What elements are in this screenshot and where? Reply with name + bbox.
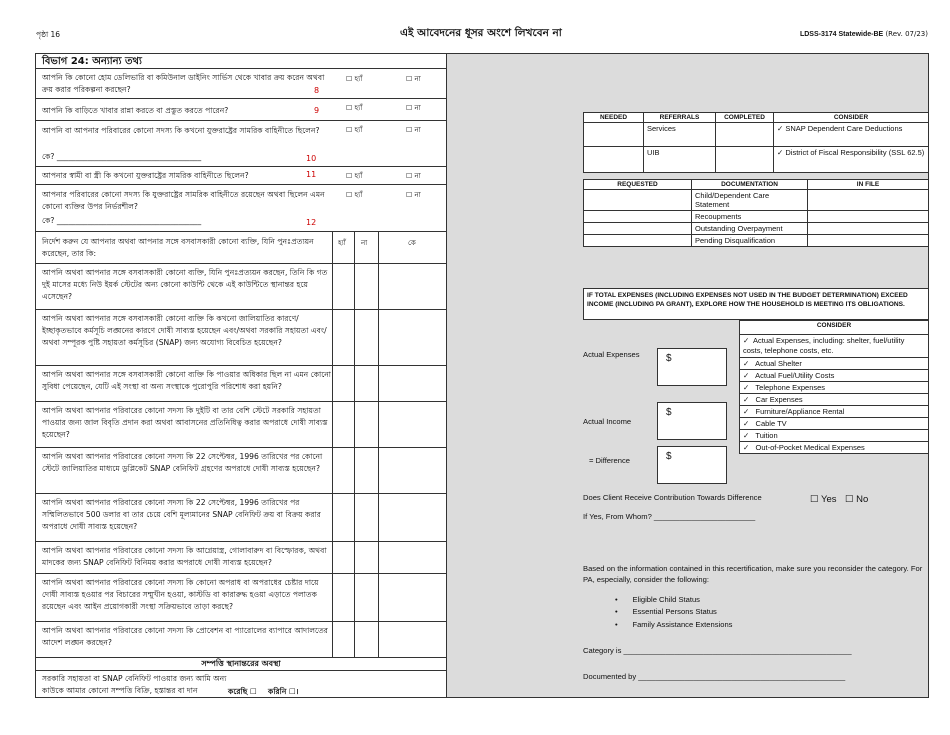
doc-cell: Recoupments	[692, 211, 808, 223]
contribution-question: Does Client Receive Contribution Towards Difference	[583, 493, 762, 502]
question-row	[36, 69, 446, 99]
transfer-title: সম্পত্তি স্থানান্তরের অবস্থা	[201, 659, 281, 668]
expenses-notice: IF TOTAL EXPENSES (INCLUDING EXPENSES NOT USED IN THE BUDGET DETERMINATION) EXCEED INCOME (INCLUDING PA GRANT), EXPLORE HOW THE HOUSEHOLD IS MEETING ITS OBLIGATIONS.	[583, 288, 929, 320]
actual-income-field[interactable]: $	[657, 402, 727, 440]
section-24-panel	[35, 53, 447, 698]
difference-field[interactable]: $	[657, 446, 727, 484]
no-checkbox[interactable]: ☐ না	[406, 172, 421, 180]
referral-cell: UIB	[644, 147, 716, 173]
table-row	[584, 147, 929, 173]
consider-item[interactable]: ✓ Car Expenses	[740, 394, 929, 406]
question-number: 8	[314, 86, 320, 95]
actual-expenses-label: Actual Expenses	[583, 350, 640, 359]
referrals-header: REFERRALS	[644, 113, 716, 123]
consider-item[interactable]: ✓ Cable TV	[740, 418, 929, 430]
form-id	[800, 30, 928, 38]
gray-area-panel	[447, 53, 929, 698]
completed-header: COMPLETED	[716, 113, 774, 123]
table-row	[584, 123, 929, 147]
consider-item[interactable]: ✓ Telephone Expenses	[740, 382, 929, 394]
consider-item[interactable]: ✓ Out-of-Pocket Medical Expenses	[740, 442, 929, 454]
from-whom-field[interactable]: If Yes, From Whom? ________________________	[583, 512, 756, 521]
question-text: আপনি অথবা আপনার সঙ্গে বসবাসকারী কোনো ব্যক্তি, যিনি পুনঃপ্রত্যয়ন করছেন, তিনি কি গত দুই মাসের মধ্যে নিউ ইয়র্ক স্টেটের অন্য কোনো কাউন্টি থেকে এই কাউন্টিতে স্থানান্তর হয়ে এসেছেন?	[42, 268, 328, 301]
question-row	[36, 185, 446, 232]
question-row	[36, 574, 446, 622]
no-checkbox[interactable]: ☐ না	[406, 191, 421, 199]
yes-checkbox[interactable]: ☐ হ্যাঁ	[346, 172, 363, 180]
question-row	[36, 310, 446, 366]
question-text: আপনি অথবা আপনার সঙ্গে বসবাসকারী কোনো ব্যক্তি কি পাওয়ার অধিকার ছিল না এমন কোনো সুবিধা পেয়েছেন, যেটি এই সংস্থা বা অন্য সংস্থাকে পুরোপুরি পরিশোধ করা হয়নি?	[42, 370, 332, 391]
no-column-label: না	[361, 239, 368, 247]
recert-bullet: • Family Assistance Extensions	[615, 620, 733, 629]
consider-item[interactable]: ✓ Tuition	[740, 430, 929, 442]
requested-header: REQUESTED	[584, 180, 692, 190]
actual-income-label: Actual Income	[583, 417, 632, 426]
yes-checkbox[interactable]: ☐ হ্যাঁ	[346, 75, 363, 83]
table-row	[584, 235, 929, 247]
question-text: আপনি বা আপনার পরিবারের কোনো সদস্য কি কখনো যুক্তরাষ্ট্রের সামরিক বাহিনীতে ছিলেন?	[42, 126, 320, 135]
question-number: 10	[306, 154, 317, 163]
question-row	[36, 366, 446, 402]
question-text: আপনার স্বামী বা স্ত্রী কি কখনো যুক্তরাষ্ট্রের সামরিক বাহিনীতে ছিলেন?	[42, 171, 249, 180]
question-row	[36, 402, 446, 448]
question-row	[36, 448, 446, 494]
question-text: আপনি অথবা আপনার সঙ্গে বসবাসকারী কোনো ব্যক্তি কি কখনো জালিয়াতির কারণে/ইচ্ছাকৃতভাবে কর্মসূচি লঙ্ঘনের কারণে দোষী সাব্যস্ত হয়েছেন এবং/অথবা সরকারি সহায়তা এবং/অথবা সম্পূরক পুষ্টি সহায়তা কর্মসূচির (SNAP) জন্য অযোগ্য বিবেচিত হয়েছেন?	[42, 314, 327, 347]
who-column-label: কে	[408, 239, 416, 247]
table-row	[584, 211, 929, 223]
needed-header: NEEDED	[584, 113, 644, 123]
who-field[interactable]: কে? ______________________________________	[42, 216, 202, 225]
yes-checkbox[interactable]: ☐ হ্যাঁ	[346, 191, 363, 199]
consider-header: CONSIDER	[774, 113, 929, 123]
page-number: পৃষ্ঠা 16	[36, 30, 61, 39]
question-text: আপনি অথবা আপনার পরিবারের কোনো সদস্য কি 22 সেপ্টেম্বর, 1996 তারিখের পর সম্মিলিতভাবে 500 ডলার বা তার চেয়ে বেশি মূল্যমানের SNAP বেনিফিট ক্রয় বা বিক্রয় করার অপরাধে দোষী সাব্যস্ত হয়েছেন?	[42, 498, 321, 531]
consider-item[interactable]: ✓ Actual Shelter	[740, 358, 929, 370]
section-title-row	[36, 54, 446, 69]
question-text: আপনি অথবা আপনার পরিবারের কোনো সদস্য কি কোনো অপরাধ বা অপরাধের চেষ্টার দায়ে দোষী সাব্যস্ত হওয়ার পর বিচারের সম্মুখীন হওয়া, কাস্টডি বা কারারুদ্ধ হওয়া এড়াতে পলাতক রয়েছেন এবং আইন প্রয়োগকারী সংস্থা সক্রিয়ভাবে তাড়া করছে?	[42, 578, 319, 611]
documented-by-field[interactable]: Documented by _________________________________________________	[583, 672, 846, 681]
actual-expenses-field[interactable]: $	[657, 348, 727, 386]
indicate-header-row	[36, 232, 446, 264]
question-number: 9	[314, 106, 320, 115]
consider-item[interactable]: ✓ Actual Expenses, including: shelter, fuel/utility costs, telephone costs, etc.	[740, 335, 929, 358]
question-text: আপনি অথবা আপনার পরিবারের কোনো সদস্য কি 22 সেপ্টেম্বর, 1996 তারিখের পর কোনো স্টেটে জালিয়াতির মাধ্যমে ডুপ্লিকেট SNAP বেনিফিট গ্রহণের অপরাধে দোষী সাব্যস্ত হয়েছেন?	[42, 452, 323, 473]
category-field[interactable]: Category is ______________________________________________________	[583, 646, 852, 655]
documentation-table	[583, 179, 929, 247]
documentation-header: DOCUMENTATION	[692, 180, 808, 190]
consider-expenses-table	[739, 320, 929, 454]
question-text: আপনি কি বাড়িতে খাবার রান্না করতে বা প্রস্তুত করতে পারেন?	[42, 106, 229, 115]
who-field[interactable]: কে? ______________________________________	[42, 152, 202, 161]
question-text: আপনি অথবা আপনার পরিবারের কোনো সদস্য কি আগ্নেয়াস্ত্র, গোলাবারুদ বা বিস্ফোরক, অথবা মাদকের জন্য SNAP বেনিফিট বিনিময় করার অপরাধে দোষী সাব্যস্ত হয়েছেন?	[42, 546, 327, 567]
consider-expenses-header: CONSIDER	[740, 321, 929, 335]
no-checkbox[interactable]: ☐ না	[406, 104, 421, 112]
page-header	[0, 26, 950, 44]
question-text: আপনি অথবা আপনার পরিবারের কোনো সদস্য কি দুইটি বা তার বেশি স্টেটে সরকারি সহায়তা পাওয়ার জন্য জাল বিবৃতি প্রদান করা অথবা আবাসনের প্রতিনিধিত্ব করার অপরাধে দোষী সাব্যস্ত হয়েছেন?	[42, 406, 328, 439]
consider-item[interactable]: ✓ Actual Fuel/Utility Costs	[740, 370, 929, 382]
question-row	[36, 99, 446, 121]
consider-cell: ✓ SNAP Dependent Care Deductions	[774, 123, 929, 147]
difference-label: = Difference	[589, 456, 631, 465]
question-row	[36, 542, 446, 574]
question-text: আপনি অথবা আপনার পরিবারের কোনো সদস্য কি প্রোবেশন বা প্যারোলের ব্যাপারে আদালতের আদেশ লঙ্ঘন করছেন?	[42, 626, 328, 647]
doc-cell: Outstanding Overpayment	[692, 223, 808, 235]
recert-text: Based on the information contained in this recertification, make sure you reconsider the category. For PA, especially, consider the following:	[583, 564, 923, 584]
transfer-title-row	[36, 658, 446, 671]
doc-cell: Pending Disqualification	[692, 235, 808, 247]
referral-cell: Services	[644, 123, 716, 147]
gray-area-notice: এই আবেদনের ধূসর অংশে লিখবেন না	[400, 27, 562, 39]
question-text: আপনার পরিবারের কোনো সদস্য কি যুক্তরাষ্ট্রের সামরিক বাহিনীতে রয়েছেন অথবা ছিলেন এমন কোনো ব্যক্তির উপর নির্ভরশীল?	[42, 190, 325, 211]
yes-column-label: হ্যাঁ	[338, 239, 346, 247]
no-checkbox[interactable]: ☐ না	[406, 126, 421, 134]
transfer-text: সরকারি সহায়তা বা SNAP বেনিফিট পাওয়ার জন্য আমি অন্য কাউকে আমার কোনো সম্পত্তি বিক্রি, হস্তান্তর বা দান	[42, 674, 227, 695]
question-row	[36, 121, 446, 167]
question-row	[36, 264, 446, 310]
question-row	[36, 622, 446, 658]
doc-cell: Child/Dependent Care Statement	[692, 190, 808, 211]
in-file-header: IN FILE	[808, 180, 929, 190]
question-number: 12	[306, 218, 317, 227]
question-text: আপনি কি কোনো হোম ডেলিভারি বা কমিউনাল ডাইনিং সার্ভিস থেকে খাবার ক্রয় করেন অথবা ক্রয় করার পরিকল্পনা করছেন?	[42, 73, 325, 94]
form-revision: (Rev. 07/23)	[885, 30, 928, 38]
contribution-yes-checkbox[interactable]: ☐ Yes	[810, 494, 837, 505]
transfer-row	[36, 671, 446, 697]
table-row	[584, 223, 929, 235]
recert-bullet: • Essential Persons Status	[615, 607, 717, 616]
no-checkbox[interactable]: ☐ না	[406, 75, 421, 83]
consider-cell: ✓ District of Fiscal Responsibility (SSL 62.5)	[774, 147, 929, 173]
section-title: বিভাগ 24: অন্যান্য তথ্য	[42, 56, 142, 67]
did-checkbox[interactable]: করেছি ☐	[228, 687, 257, 696]
form-number: LDSS-3174 Statewide-BE	[799, 31, 884, 38]
table-row	[584, 190, 929, 211]
contribution-no-checkbox[interactable]: ☐ No	[845, 494, 869, 505]
yes-checkbox[interactable]: ☐ হ্যাঁ	[346, 126, 363, 134]
yes-checkbox[interactable]: ☐ হ্যাঁ	[346, 104, 363, 112]
question-number: 11	[306, 170, 317, 179]
indicate-text: নির্দেশ করুন যে আপনার অথবা আপনার সঙ্গে বসবাসকারী কোনো ব্যক্তি, যিনি পুনঃপ্রত্যয়ন করেছেন, তার কি:	[42, 237, 314, 258]
did-not-checkbox[interactable]: করিনি ☐।	[268, 687, 299, 696]
recert-bullet: • Eligible Child Status	[615, 595, 700, 604]
referrals-table	[583, 112, 929, 173]
consider-item[interactable]: ✓ Furniture/Appliance Rental	[740, 406, 929, 418]
question-row	[36, 494, 446, 542]
question-row	[36, 167, 446, 185]
